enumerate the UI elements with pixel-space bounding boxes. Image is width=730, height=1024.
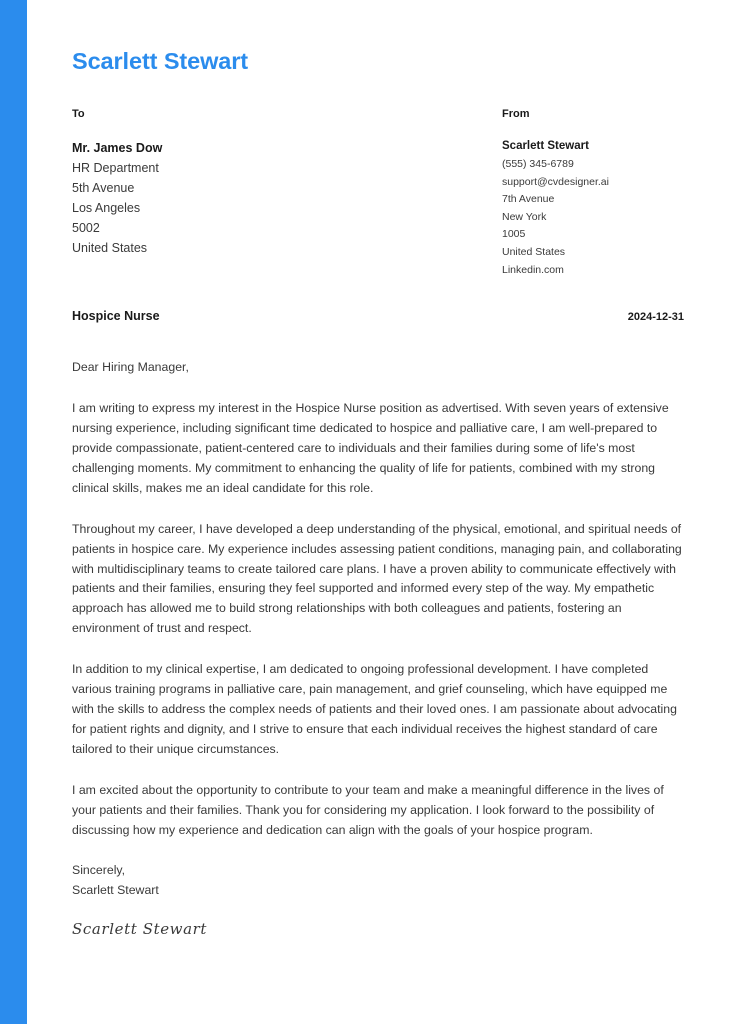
job-title: Hospice Nurse xyxy=(72,309,160,324)
address-block xyxy=(72,108,684,279)
salutation: Dear Hiring Manager, xyxy=(72,360,189,375)
sender-name: Scarlett Stewart xyxy=(502,140,589,153)
body-paragraph: In addition to my clinical expertise, I am dedicated to ongoing professional development. I have completed various training programs in palliative care, pain management, and grief counseling, which have equipped me with the skills to address the complex needs of patients and their loved ones. I am passionate about advocating for patient rights and dignity, and I strive to ensure that each individual receives the highest standard of care tailored to their unique circumstances. xyxy=(72,662,677,756)
sender-line: New York xyxy=(502,210,547,223)
recipient-line: 5th Avenue xyxy=(72,181,135,196)
recipient-line: United States xyxy=(72,241,148,256)
sender-phone: (555) 345-6789 xyxy=(502,157,574,170)
signature: Scarlett Stewart xyxy=(72,920,208,939)
recipient-name: Mr. James Dow xyxy=(72,141,163,156)
sender-label: From xyxy=(502,108,530,121)
sender-line: 1005 xyxy=(502,228,526,241)
closing-block xyxy=(72,861,684,901)
page-title: Scarlett Stewart xyxy=(72,48,249,74)
letter-content xyxy=(72,0,684,1024)
closing-word: Sincerely, xyxy=(72,863,126,878)
recipient-line: Los Angeles xyxy=(72,201,141,216)
letter-date: 2024-12-31 xyxy=(627,311,684,324)
body-paragraph: I am writing to express my interest in the Hospice Nurse position as advertised. With seven years of extensive nursing experience, including significant time dedicated to hospice and palliative care, I am well-prepared to provide compassionate, patient-centered care to individuals and their families during some of life's most challenging moments. My commitment to enhancing the quality of life for patients, combined with my strong clinical skills, makes me an ideal candidate for this role. xyxy=(72,401,669,495)
recipient-column xyxy=(72,108,502,279)
body-paragraph: Throughout my career, I have developed a deep understanding of the physical, emotional, and spiritual needs of patients in hospice care. My experience includes assessing patient conditions, managing pain, and collaborating with multidisciplinary teams to create tailored care plans. I have a proven ability to communicate effectively with patients and their families, ensuring they feel supported and informed every step of the way. My empathetic approach has allowed me to build strong relationships with both colleagues and patients, fostering an environment of trust and respect. xyxy=(72,521,682,636)
body-paragraph: I am excited about the opportunity to contribute to your team and make a meaningful difference in the lives of your patients and their families. Thank you for considering my application. I look forward to the possibility of discussing how my experience and dedication can align with the goals of your hospice program. xyxy=(72,782,664,837)
sender-email: support@cvdesigner.ai xyxy=(502,175,609,188)
closing-name: Scarlett Stewart xyxy=(72,883,159,898)
recipient-label: To xyxy=(72,108,85,121)
accent-sidebar-bar xyxy=(0,0,27,1024)
sender-linkedin: Linkedin.com xyxy=(502,263,564,276)
sender-line: 7th Avenue xyxy=(502,193,555,206)
sender-line: United States xyxy=(502,245,566,258)
recipient-line: HR Department xyxy=(72,161,159,176)
sender-column xyxy=(502,108,684,279)
recipient-line: 5002 xyxy=(72,221,100,236)
subject-row xyxy=(72,309,684,324)
